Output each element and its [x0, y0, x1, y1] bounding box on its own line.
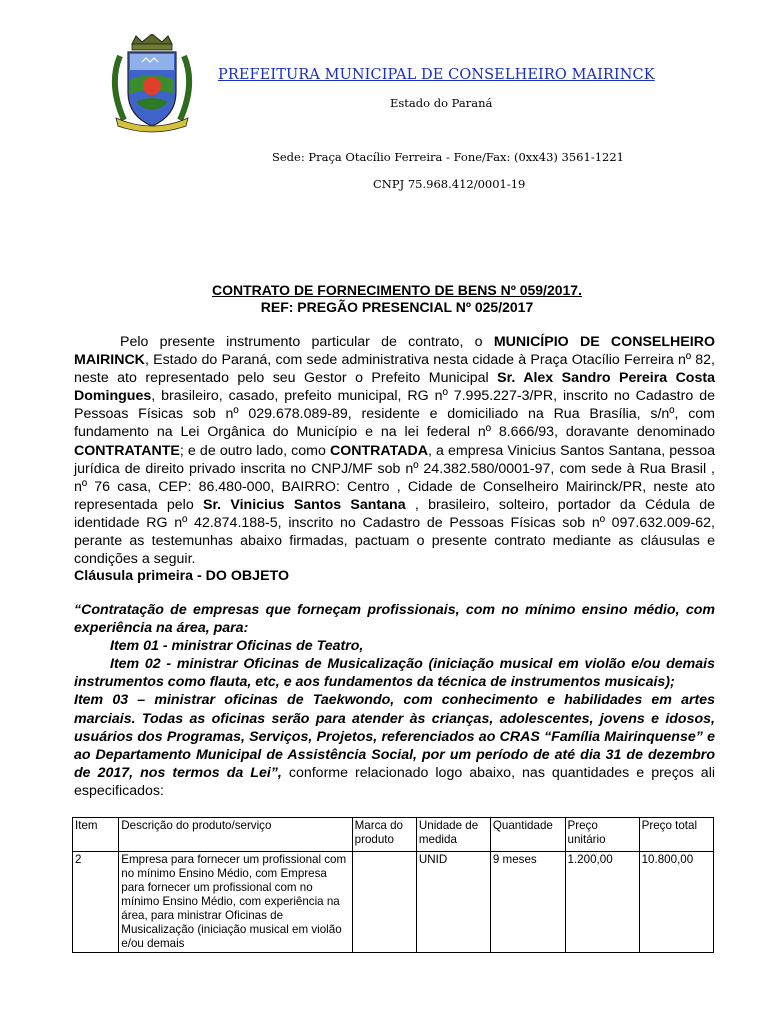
intro-text: , Estado do Paraná, com sede administrativa nesta cidade à Praça Otacílio Ferreira nº 82, neste ato representado pelo seu Gestor o Prefeito Municipal	[74, 352, 715, 387]
intro-text: , a empresa Vinicius Santos Santana, pessoa jurídica de direito privado inscrita no CNPJ/MF sob nº 24.382.580/0001-97, com sede à Rua Brasil , nº 76 casa, CEP: 86.480-000, BAIRRO: Centro , Cidade de Conselheiro Mairinck/PR, neste ato representada pelo	[74, 442, 716, 513]
address-line: Sede: Praça Otacílio Ferreira - Fone/Fax: (0xx43) 3561-1221	[272, 150, 624, 164]
column-header: Quantidade	[490, 818, 565, 852]
column-header: Marca do produto	[352, 818, 416, 852]
contracting-municipality: MUNICÍPIO DE CONSELHEIRO MAIRINCK	[74, 334, 715, 369]
contract-reference: REF: PREGÃO PRESENCIAL Nº 025/2017	[260, 299, 534, 315]
cell-item: 2	[73, 852, 119, 953]
representative-name: Sr. Vinicius Santos Santana	[202, 496, 406, 513]
object-paragraph	[74, 601, 715, 800]
clause-heading: Cláusula primeira - DO OBJETO	[74, 568, 289, 584]
cell-brand	[352, 852, 416, 953]
cell-quantity: 9 meses	[490, 852, 565, 953]
contratante-label: CONTRATANTE	[74, 442, 180, 459]
object-tail: conforme relacionado logo abaixo, nas quantidades e preços ali especificados:	[74, 764, 715, 799]
mayor-name: Sr. Alex Sandro Pereira Costa Domingues	[74, 370, 715, 405]
state-name: Estado do Paraná	[390, 96, 493, 110]
column-header: Descrição do produto/serviço	[119, 818, 352, 852]
cell-total: 10.800,00	[639, 852, 713, 953]
contratada-label: CONTRATADA	[329, 442, 428, 459]
table-header-row	[73, 818, 714, 852]
cell-unit-price: 1.200,00	[565, 852, 639, 953]
municipal-coat-of-arms-icon	[106, 34, 198, 134]
intro-text: Pelo presente instrumento particular de contrato, o	[120, 334, 494, 350]
municipality-title: PREFEITURA MUNICIPAL DE CONSELHEIRO MAIRINCK	[218, 67, 655, 83]
column-header: Unidade de medida	[416, 818, 490, 852]
cell-unit: UNID	[416, 852, 490, 953]
intro-text: , brasileiro, casado, prefeito municipal, RG nº 7.995.227-3/PR, inscrito no Cadastro de Pessoas Físicas sob nº 029.678.089-89, residente e domiciliado na Rua Brasília, s/nº, com fundamento na Lei Orgânica do Município e na lei federal nº 8.666/93, doravante denominado	[74, 388, 715, 441]
column-header: Preço total	[639, 818, 713, 852]
table-row	[73, 852, 714, 953]
contract-title: CONTRATO DE FORNECIMENTO DE BENS Nº 059/2017.	[212, 282, 582, 298]
object-intro: “Contratação de empresas que forneçam profissionais, com no mínimo ensino médio, com experiência na área, para:	[74, 602, 715, 637]
intro-text: , brasileiro, solteiro, portador da Cédula de identidade RG nº 42.874.188-5, inscrito no Cadastro de Pessoas Físicas sob nº 097.632.009-62, perante as testemunhas abaixo firmadas, pactuam o presente contrato mediante as cláusulas e condições a seguir.	[74, 496, 715, 568]
cnpj-line: CNPJ 75.968.412/0001-19	[373, 177, 526, 191]
cell-description: Empresa para fornecer um profissional com no mínimo Ensino Médio, com Empresa para fornecer um profissional com no mínimo Ensino Médio, com experiência na área, para ministrar Oficinas de Musicalização (iniciação musical em violão e/ou demais	[119, 852, 352, 953]
object-item-01: Item 01 - ministrar Oficinas de Teatro,	[110, 638, 364, 655]
intro-text: ; e de outro lado, como	[179, 442, 330, 459]
column-header: Item	[73, 818, 119, 852]
object-item-02: Item 02 - ministrar Oficinas de Musicalização (iniciação musical em violão e/ou demais instrumentos como flauta, etc, e aos fundamentos da técnica de instrumentos musicais);	[74, 656, 715, 691]
intro-paragraph	[74, 333, 715, 568]
column-header: Preço unitário	[565, 818, 639, 852]
items-table	[72, 817, 714, 953]
object-item-03: Item 03 – ministrar oficinas de Taekwondo, com conhecimento e habilidades em artes marciais. Todas as oficinas serão para atender às crianças, adolescentes, jovens e idosos, usuários dos Programas, Serviços, Projetos, referenciados ao CRAS “Família Mairinquense” e ao Departamento Municipal de Assistência Social, por um período de até dia 31 de dezembro de 2017, nos termos da Lei”,	[74, 692, 715, 781]
